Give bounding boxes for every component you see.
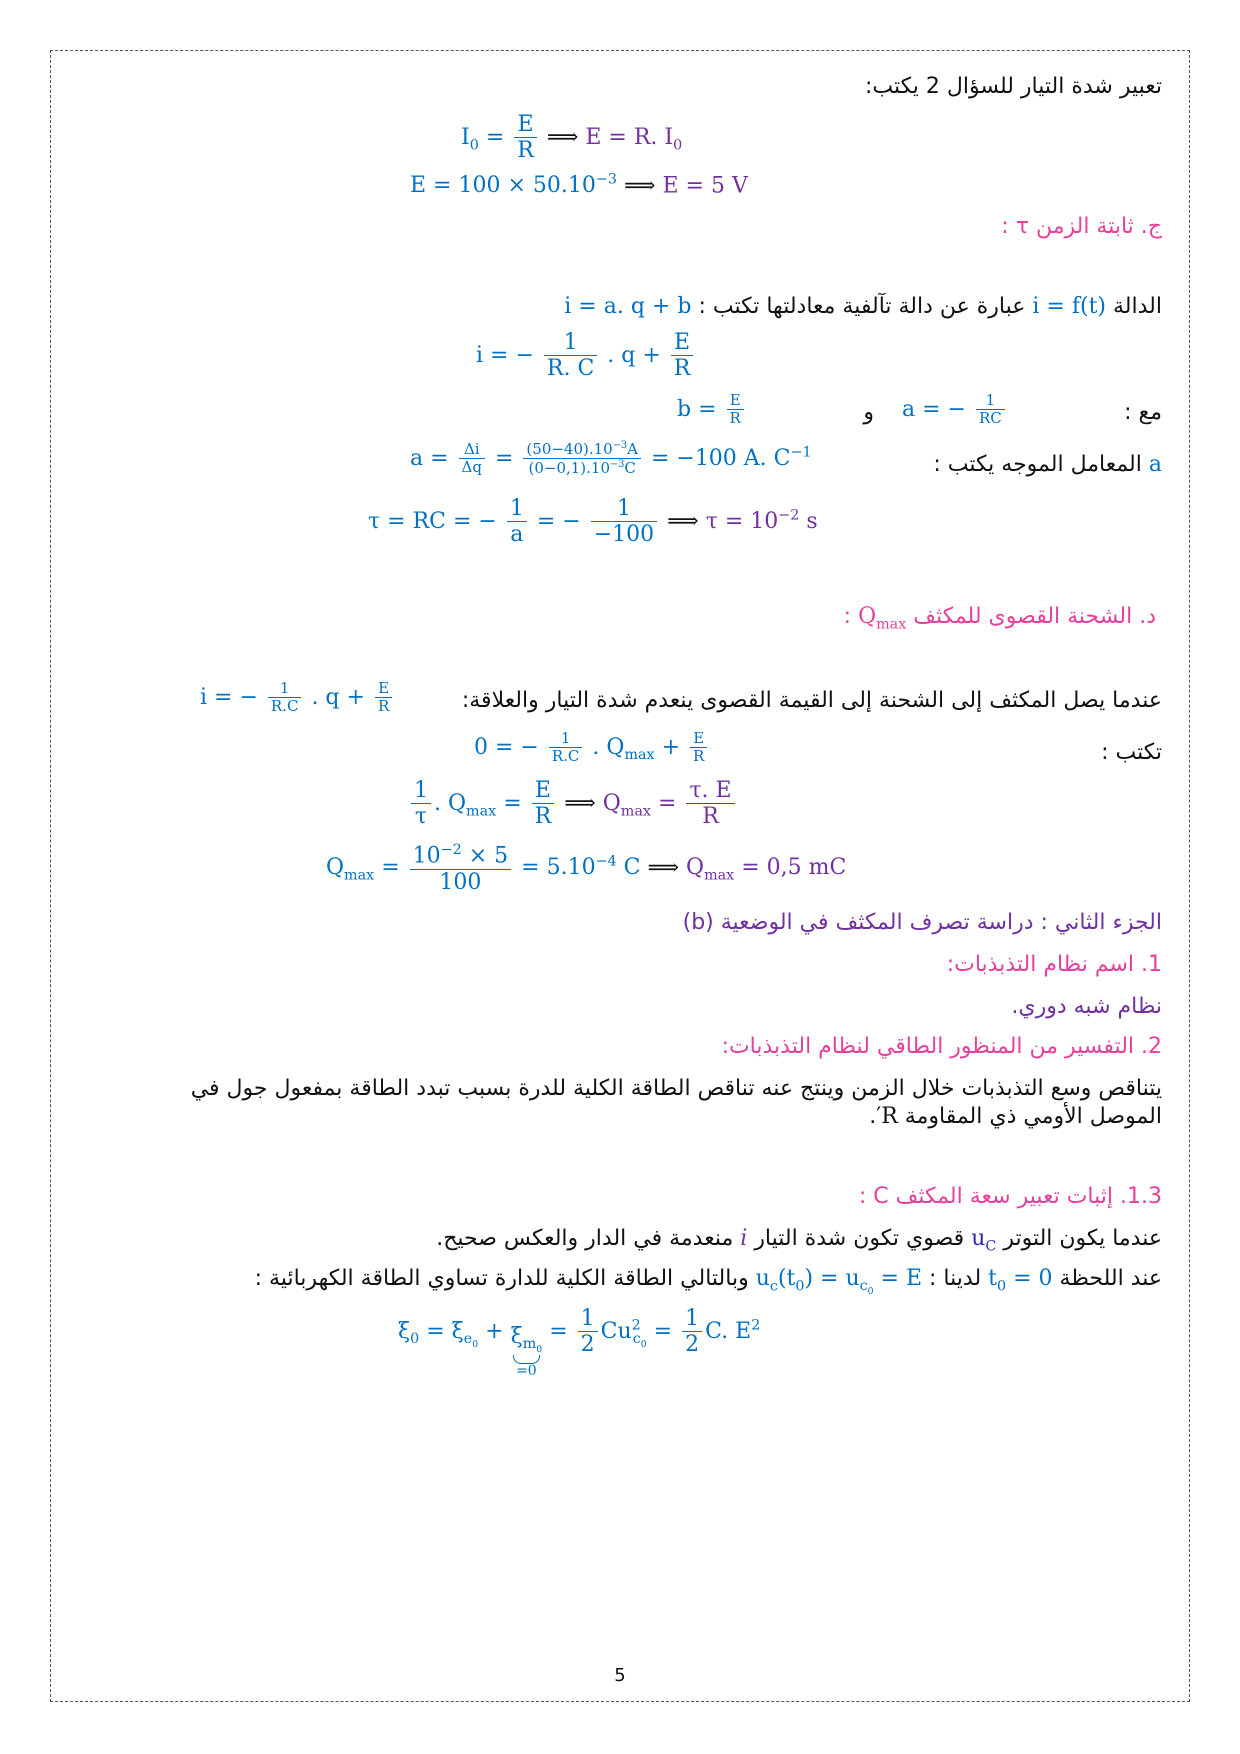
equation-time-constant: τ = RC = − $\frac{1}{a}$ = − $\frac{1}{-100}$ ⟹ $\tau = 10^{-2}$ s <box>368 496 818 548</box>
equation-slope-calculation: a = $\frac{\Delta i}{\Delta q}$ = $\frac{(50-40).10^{-3}A}{(0-0,1).10^{-3}C}$ = −100 A. $C^{-1}$ <box>410 440 812 478</box>
equation-i-of-q: i = − $\frac{1}{R. C}$ . q + $\frac{E}{R}$ <box>476 330 696 382</box>
max-charge-heading: د. الشحنة القصوى للمكثف $Q_{max}$ : <box>843 604 1156 633</box>
equation-qmax-expression: $\frac{1}{\tau}$ . $Q_{max}$ = $\frac{E}{R}$ ⟹ $Q_{max}$ = $\frac{\tau. E}{R}$ <box>408 778 738 830</box>
oscillation-regime-answer: نظام شبه دوري. <box>1011 994 1162 1019</box>
with-label: مع : <box>1124 400 1162 425</box>
slope-label: a المعامل الموجه يكتب : <box>933 452 1162 477</box>
current-expression-heading: تعبير شدة التيار للسؤال 2 يكتب: <box>864 74 1162 99</box>
capacitance-proof-heading: 1.3. إثبات تعبير سعة المكثف C : <box>858 1184 1162 1209</box>
equation-emf-value: $E = 100 \times 50.10^{-3}$ ⟹ E = 5 V <box>410 172 748 199</box>
initial-instant-statement: عند اللحظة $t_0 = 0$ لدينا : $u_c(t_0) = u_{c_0} = E$ وبالتالي الطاقة الكلية للدارة تساوي الطاقة الكهربائية : <box>254 1266 1162 1298</box>
time-constant-heading: ج. ثابتة الزمن τ : <box>1001 214 1162 239</box>
affine-function-line: الدالة i = f(t) عبارة عن دالة تآلفية معادلتها تكتب : i = a. q + b <box>564 294 1162 319</box>
oscillation-regime-heading: 1. اسم نظام التذبذبات: <box>946 952 1162 977</box>
page-number: 5 <box>614 1665 626 1686</box>
energy-interpretation-heading: 2. التفسير من المنظور الطاقي لنظام التذبذبات: <box>721 1034 1162 1059</box>
energy-interpretation-line-2: الموصل الأومي ذي المقاومة R′. <box>869 1104 1162 1129</box>
written-label: تكتب : <box>1101 740 1162 765</box>
equation-b-coefficient: b = $\frac{E}{R}$ <box>677 392 747 428</box>
equation-current-relation: i = − $\frac{1}{R.C}$ . q + $\frac{E}{R}$ <box>200 680 395 716</box>
equation-qmax-value: $Q_{max}$ = $\frac{10^{-2} \times 5}{100}$ = $5.10^{-4}$ C ⟹ $Q_{max} = 0,5$ mC <box>326 842 847 895</box>
equation-zero-current: 0 = − $\frac{1}{R.C}$ . $Q_{max}$ + $\frac{E}{R}$ <box>474 730 710 766</box>
and-word: و <box>863 400 874 425</box>
equation-total-energy: $\xi_0 = \xi_{e_0} + \xi_{m_0}$ =0 = $\frac{1}{2}$ $Cu^2_{c_0}$ = $\frac{1}{2}$ C. $E^2$ <box>398 1306 761 1380</box>
energy-interpretation-line-1: يتناقص وسع التذبذبات خلال الزمن وينتج عنه تناقص الطاقة الكلية للدرة بسبب تبدد الطاقة بمفعول جول في <box>190 1076 1162 1101</box>
voltage-current-statement: عندما يكون التوتر $u_C$ قصوي تكون شدة التيار i منعدمة في الدار والعكس صحيح. <box>436 1226 1162 1255</box>
max-charge-explanation: عندما يصل المكثف إلى الشحنة إلى القيمة القصوى ينعدم شدة التيار والعلاقة: <box>461 688 1162 713</box>
part-two-heading: الجزء الثاني : دراسة تصرف المكثف في الوضعية (b) <box>682 910 1162 935</box>
equation-current-i0: $I_0$ = $\frac{E}{R}$ ⟹ E = R. $I_0$ <box>461 112 683 164</box>
equation-a-coefficient: a = − $\frac{1}{RC}$ <box>902 392 1008 428</box>
